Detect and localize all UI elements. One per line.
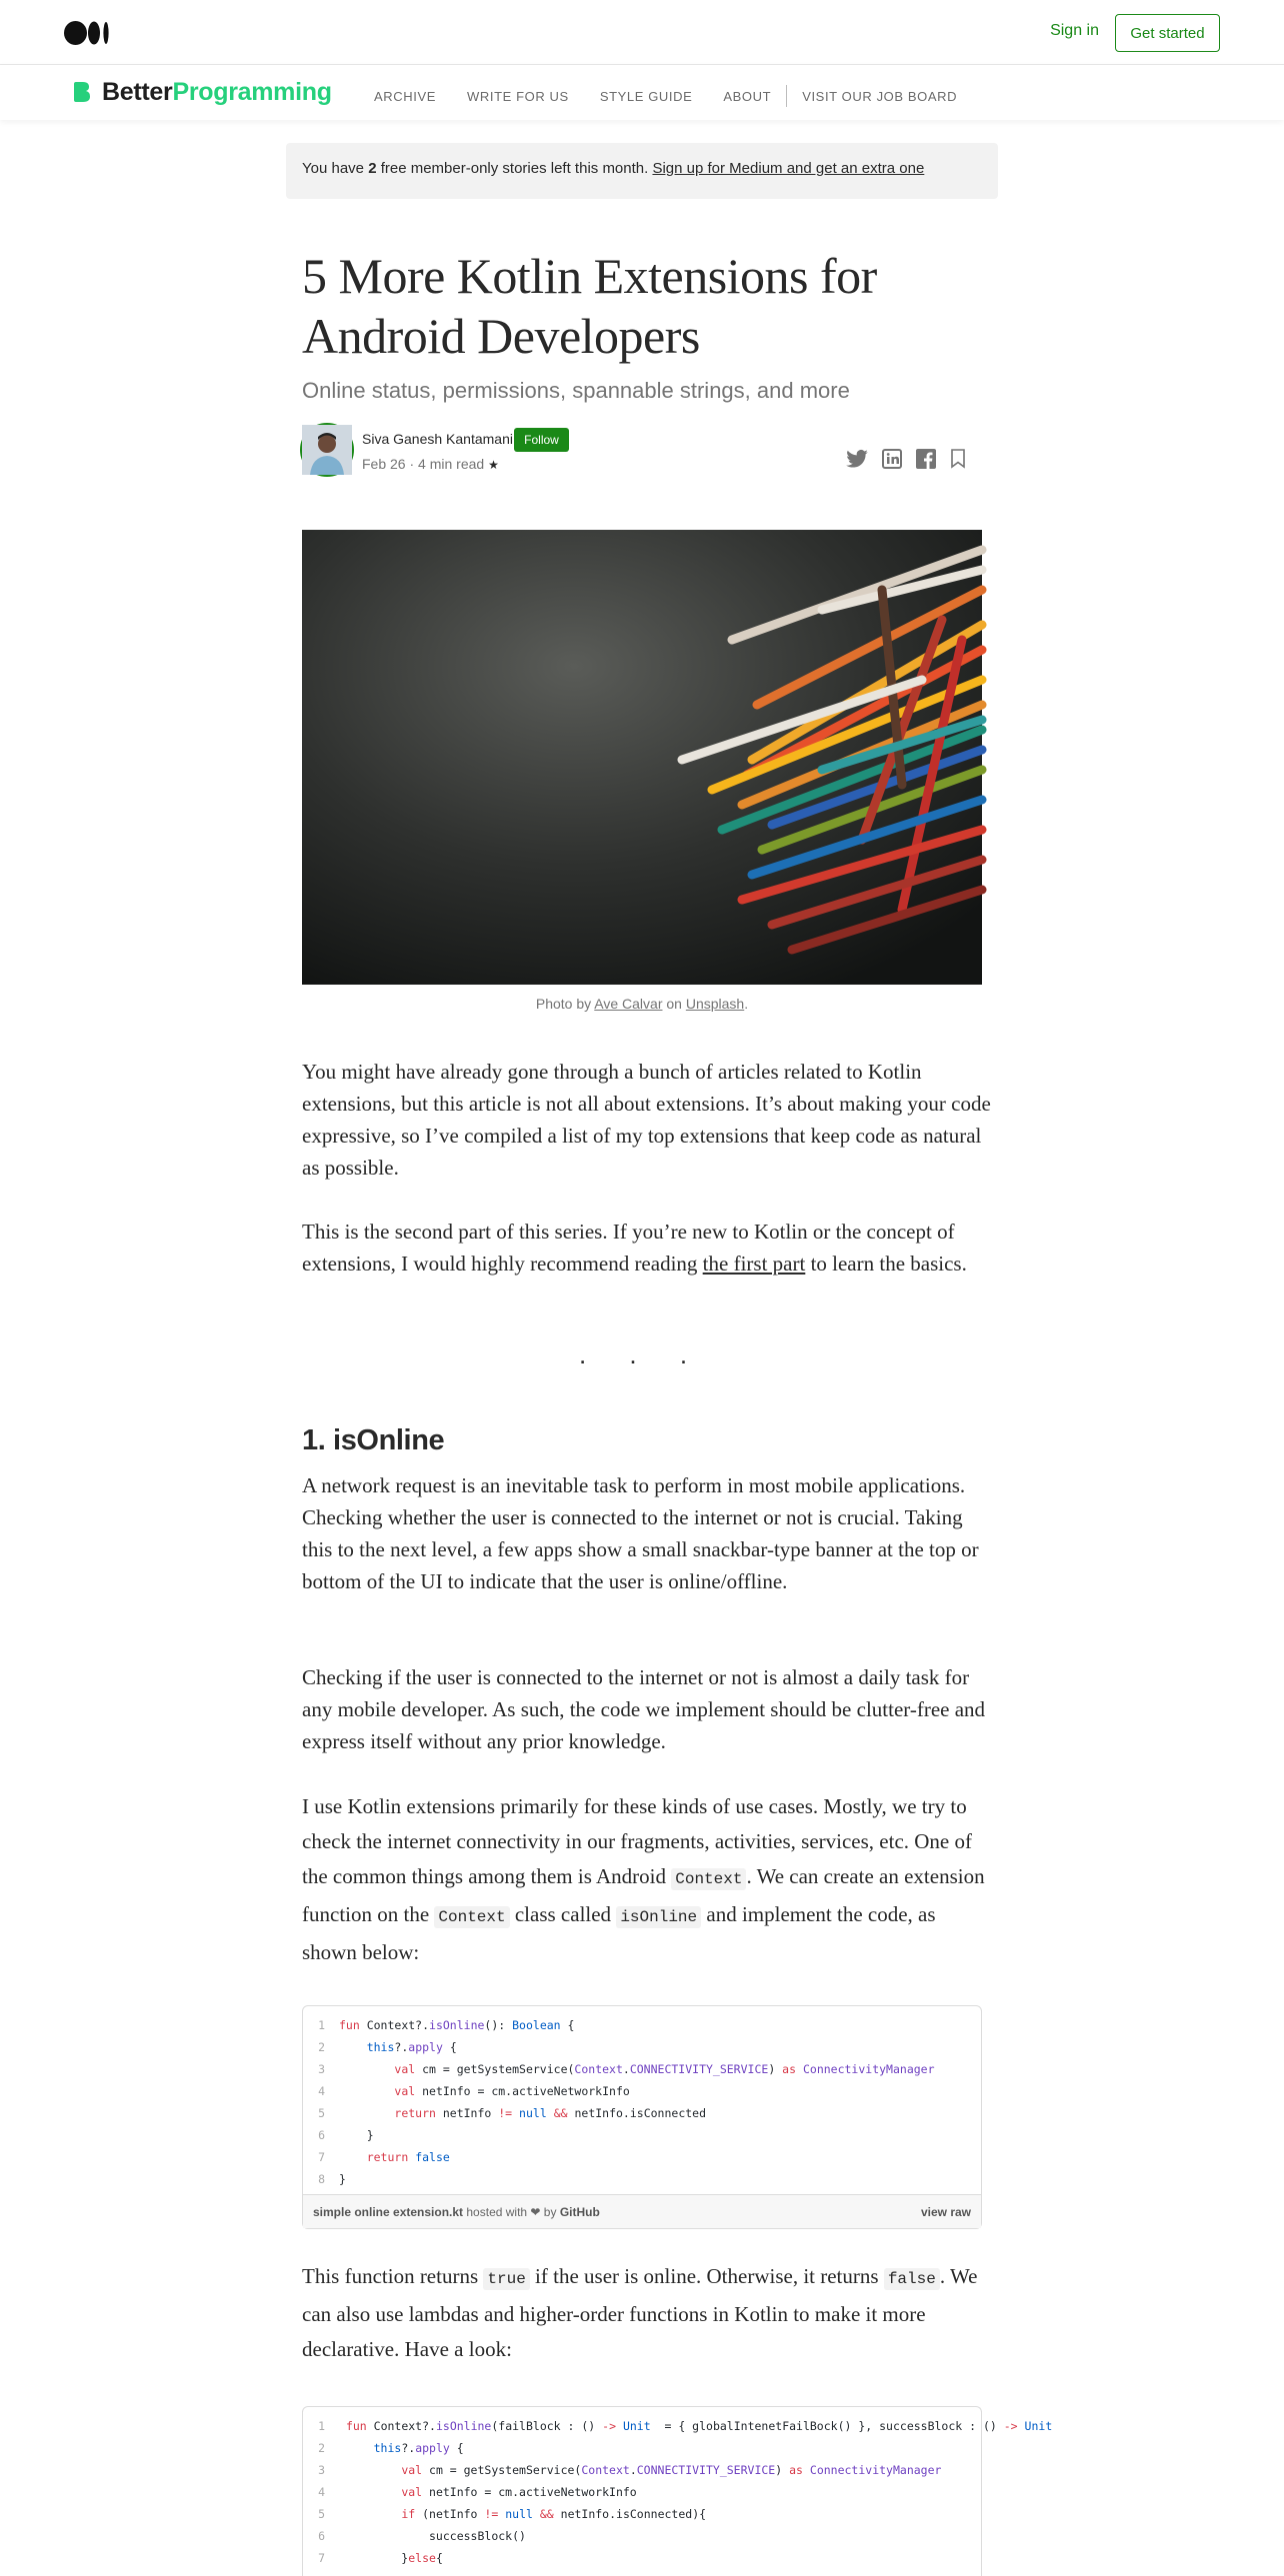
banner-middle: free member-only stories left this month. [376,160,653,177]
gist-embed-simple [302,2005,982,2229]
sign-in-link[interactable]: Sign in [1050,22,1099,39]
paragraph-extensions [302,1789,992,1970]
publication-name-part2: Programming [172,78,332,106]
line-number: 2 [318,2040,325,2054]
p6-c: . We can also use lambdas and higher-order functions in Kotlin to make it more declarative. Have a look: [302,2264,978,2361]
nav-job-board[interactable]: VISIT OUR JOB BOARD [802,88,958,104]
p5-b: . We can create an extension function on the [302,1864,985,1926]
line-number: 6 [318,2529,325,2543]
top-bar [0,0,1284,65]
banner-prefix: You have [302,160,369,177]
line-number: 7 [318,2551,325,2565]
photographer-link[interactable]: Ave Calvar [594,996,663,1012]
code-line: return netInfo != null && netInfo.isConnected [394,2106,707,2120]
inline-code-context-2: Context [434,1906,509,1928]
first-part-link[interactable]: the first part [702,1252,806,1276]
gist-code-2 [303,2407,1053,2573]
gist-code [303,2006,981,2194]
line-number: 1 [318,2419,325,2433]
line-number: 4 [318,2084,325,2098]
code-line: val cm = getSystemService(Context.CONNECTIVITY_SERVICE) as ConnectivityManager [401,2463,942,2477]
paragraph-network: A network request is an inevitable task to perform in most mobile applications. Checking whether the user is connected to the internet or not is crucial. Taking this to the next level, a few apps show a small snackbar-type banner at the top or bottom of the UI to indicate that the user is online/offline. [302,1473,979,1593]
paragraph-series [302,1216,992,1280]
nav-divider [786,85,787,107]
gist-footer [303,2194,981,2228]
code-line: return false [366,2150,450,2164]
line-number: 2 [318,2441,325,2455]
code-line: if (netInfo != null && netInfo.isConnected){ [401,2507,707,2521]
line-number: 4 [318,2485,325,2499]
gist-file-link[interactable]: simple online extension.kt [313,2204,464,2219]
caption-prefix: Photo by [535,996,595,1012]
article-title: 5 More Kotlin Extensions for Android Developers [302,248,877,364]
publication-nav [0,65,1284,120]
code-line: successBlock() [339,2529,526,2543]
paragraph-returns [302,2259,992,2367]
line-number: 6 [318,2128,325,2142]
p2-text: This is the second part of this series. If you’re new to Kotlin or the concept of extensions, I would highly recommend reading [302,1220,955,1276]
bookmark-icon[interactable] [950,449,966,469]
inline-code-false: false [884,2268,940,2290]
read-time: 4 min read [418,456,485,472]
article-subtitle: Online status, permissions, spannable strings, and more [302,378,850,403]
p5-c: class called [509,1902,617,1926]
unsplash-link[interactable]: Unsplash [685,996,745,1012]
gist-hosted-text: hosted with ❤ by [463,2204,560,2219]
code-line: } [339,2128,374,2142]
inline-code-true: true [483,2268,529,2290]
nav-archive[interactable]: ARCHIVE [374,88,436,104]
hero-image-pencils [302,530,982,985]
nav-write-for-us[interactable]: WRITE FOR US [467,88,569,104]
p2-end: to learn the basics. [805,1252,967,1276]
line-number: 3 [318,2463,325,2477]
inline-code-context: Context [671,1868,746,1890]
gist-embed-lambda [302,2406,1053,2576]
better-programming-icon[interactable] [74,82,90,102]
author-avatar[interactable] [300,423,354,477]
nav-links [374,85,988,107]
banner-count: 2 [368,160,377,177]
publication-name-part1: Better [102,78,173,106]
p5-a: I use Kotlin extensions primarily for these kinds of use cases. Mostly, we try to check the internet connectivity in our fragments, activities, services, etc. One of the common things among them is Android [302,1794,973,1888]
github-link[interactable]: GitHub [559,2204,600,2219]
twitter-icon[interactable] [846,450,868,468]
code-line: val netInfo = cm.activeNetworkInfo [394,2084,630,2098]
member-stories-banner [286,143,998,199]
linkedin-icon[interactable] [882,449,902,469]
code-line: fun Context?.isOnline(failBlock : () -> Unit = { globalIntenetFailBock() }, successBlock : () -> Unit [345,2419,1053,2433]
publication-name[interactable] [102,78,332,107]
line-number: 8 [318,2172,325,2186]
share-actions [846,449,966,469]
caption-on: on [662,996,686,1012]
get-started-button[interactable]: Get started [1115,14,1220,52]
nav-style-guide[interactable]: STYLE GUIDE [599,88,693,104]
code-line: val cm = getSystemService(Context.CONNECTIVITY_SERVICE) as ConnectivityManager [394,2062,935,2076]
p6-a: This function returns [302,2264,484,2288]
heading-isonline: 1. isOnline [302,1424,445,1456]
view-raw-link[interactable]: view raw [920,2204,971,2219]
article-meta: Feb 26 · 4 min read ★ [362,456,499,472]
author-name[interactable]: Siva Ganesh Kantamani [362,431,513,447]
line-number: 5 [318,2507,325,2521]
p5-d: and implement the code, as shown below: [302,1902,936,1964]
code-line: } [339,2172,346,2186]
code-line: this?.apply { [373,2441,464,2455]
code-line: fun Context?.isOnline(): Boolean { [339,2018,575,2032]
publish-date[interactable]: Feb 26 [362,456,406,472]
line-number: 1 [318,2018,325,2032]
paragraph-intro: You might have already gone through a bunch of articles related to Kotlin extensions, but this article is not all about extensions. It’s about making your code expressive, so I’ve compiled a list of my top extensions that keep code as natural as possible. [302,1060,991,1180]
code-line: this?.apply { [366,2040,457,2054]
follow-button[interactable]: Follow [514,428,569,452]
line-number: 7 [318,2150,325,2164]
line-number: 3 [318,2062,325,2076]
nav-about[interactable]: ABOUT [723,88,772,104]
p6-b: if the user is online. Otherwise, it returns [529,2264,884,2288]
banner-signup-link[interactable]: Sign up for Medium and get an extra one [652,160,925,177]
section-separator: . . . [578,1339,706,1369]
facebook-icon[interactable] [916,449,936,469]
member-star-icon: ★ [488,458,499,472]
image-caption [302,996,982,1012]
code-line: val netInfo = cm.activeNetworkInfo [401,2485,637,2499]
caption-suffix: . [744,996,749,1012]
paragraph-daily-task: Checking if the user is connected to the internet or not is almost a daily task for any mobile developer. As such, the code we implement should be clutter-free and express itself without any prior knowledge. [302,1665,986,1753]
medium-logo-icon[interactable] [64,21,110,45]
code-line: }else{ [339,2551,443,2565]
line-number: 5 [318,2106,325,2120]
inline-code-isonline: isOnline [616,1906,701,1928]
